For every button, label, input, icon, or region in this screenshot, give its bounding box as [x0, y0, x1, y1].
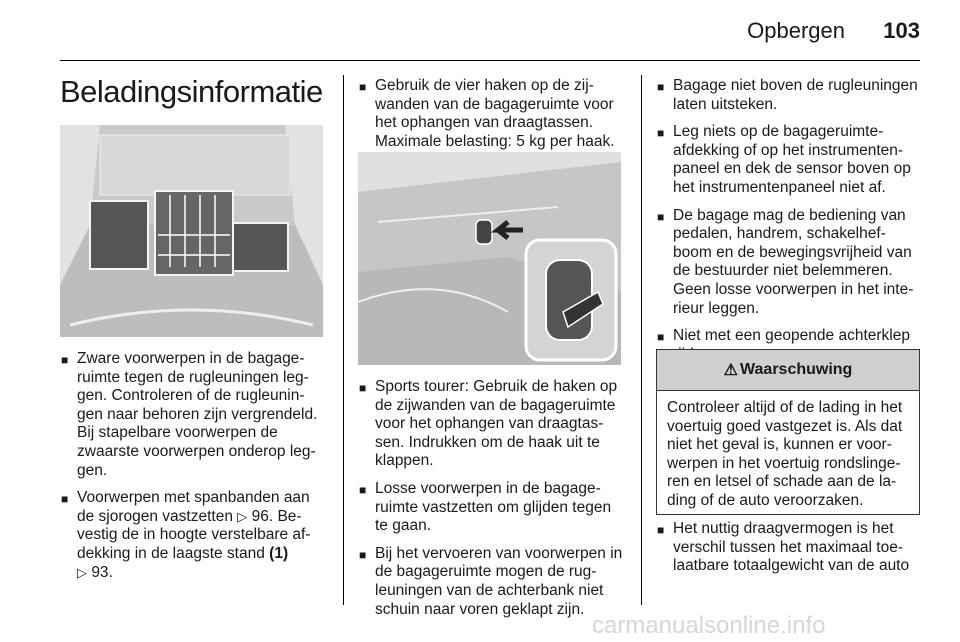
warning-title: Waarschuwing	[740, 361, 853, 378]
list-item: ■ Losse voorwerpen in de bagage-ruimte vastzetten om glijden tegen te gaan.	[359, 479, 612, 535]
column-3-bottom	[656, 520, 924, 585]
warning-icon: ⚠	[723, 362, 739, 379]
column-3	[656, 77, 924, 373]
list-item: ■ Bij het vervoeren van voorwerpen in de bagageruimte mogen de rug-leuningen van de achterbank niet schuin naar voren geklapt zijn.	[359, 544, 623, 618]
column-divider-left	[343, 75, 344, 605]
bullet-icon: ■	[657, 80, 665, 94]
section-heading: Beladingsinformatie	[60, 74, 323, 109]
bullet-icon: ■	[359, 547, 367, 562]
column-1	[60, 350, 330, 591]
bullet-icon: ■	[61, 353, 69, 367]
bullet-icon: ■	[61, 492, 69, 507]
list-item: ■ Gebruik de vier haken op de zij-wanden van de bagageruimte voor het ophangen van draagtassen. Maximale belasting: 5 kg per haak.	[359, 77, 615, 150]
list-item: ■ Leg niets op de bagageruimte-afdekking of op het instrumenten-paneel en dek de sensor boven op het instrumentenpaneel niet af.	[657, 123, 911, 196]
list-item: ■ Zware voorwerpen in de bagage-ruimte tegen de rugleuningen leg-gen. Controleren of de rugleunin-gen naar behoren zijn vergrendeld. Bij stapelbare voorwerpen de zwaarste voorwerpen onderop leg-gen.	[61, 350, 318, 479]
list-item: ■ Het nuttig draagvermogen is het verschil tussen het maximaal toe-laatbare totaalgewicht van de auto	[657, 520, 910, 575]
page-header-title: Opbergen	[747, 18, 845, 43]
column-divider-right	[641, 75, 642, 605]
bullet-icon: ■	[359, 482, 367, 497]
warning-box	[656, 349, 920, 515]
page-ref-icon: ▷	[77, 564, 87, 580]
warning-header	[657, 350, 919, 391]
position-label: (1)	[269, 544, 289, 562]
bullet-icon: ■	[359, 80, 367, 94]
watermark: carmanualsonline.info	[592, 612, 826, 639]
bullet-icon: ■	[657, 126, 665, 141]
list-item: ■ Bagage niet boven de rugleuningen laten uitsteken.	[657, 77, 918, 113]
list-item: ■ Sports tourer: Gebruik de haken op de zijwanden van de bagageruimte voor het ophangen van draagtas-sen. Indrukken om de haak uit te klappen.	[359, 378, 618, 470]
column-2-top	[358, 77, 626, 160]
list-item: ■ Niet met een geopende achterklep	[656, 327, 924, 364]
column-2	[358, 378, 626, 628]
header-rule	[60, 60, 920, 61]
page-ref-icon: ▷	[237, 508, 248, 524]
page-ref: 93	[91, 563, 109, 581]
page-number: 103	[883, 18, 920, 43]
bullet-icon: ■	[359, 381, 367, 395]
list-item: ■ Voorwerpen met spanbanden aan de sjorogen vastzetten ▷ 96. Be-vestig de in hoogte verstelbare af-dekking in de laagste stand (1) ▷ 93.	[61, 489, 311, 581]
bullet-icon: ■	[657, 523, 665, 537]
list-item: ■ De bagage mag de bediening van pedalen, handrem, schakelhef-boom en de bewegingsvrijheid van de bestuurder niet belemmeren. Geen losse voorwerpen in het inte-rieur leggen.	[657, 206, 914, 317]
page-ref: 96	[251, 507, 269, 525]
warning-text: Controleer altijd of de lading in het voertuig goed vastgezet is. Als dat niet het geval is, kunnen er voor-werpen in het voertuig rondslinge-ren en letsel of schade aan de la-ding of de auto veroorzaken.	[667, 399, 903, 509]
hook-illustration	[358, 152, 621, 365]
cargo-area-illustration	[60, 125, 323, 337]
bullet-icon: ■	[657, 209, 665, 224]
bullet-icon: ■	[657, 330, 665, 345]
